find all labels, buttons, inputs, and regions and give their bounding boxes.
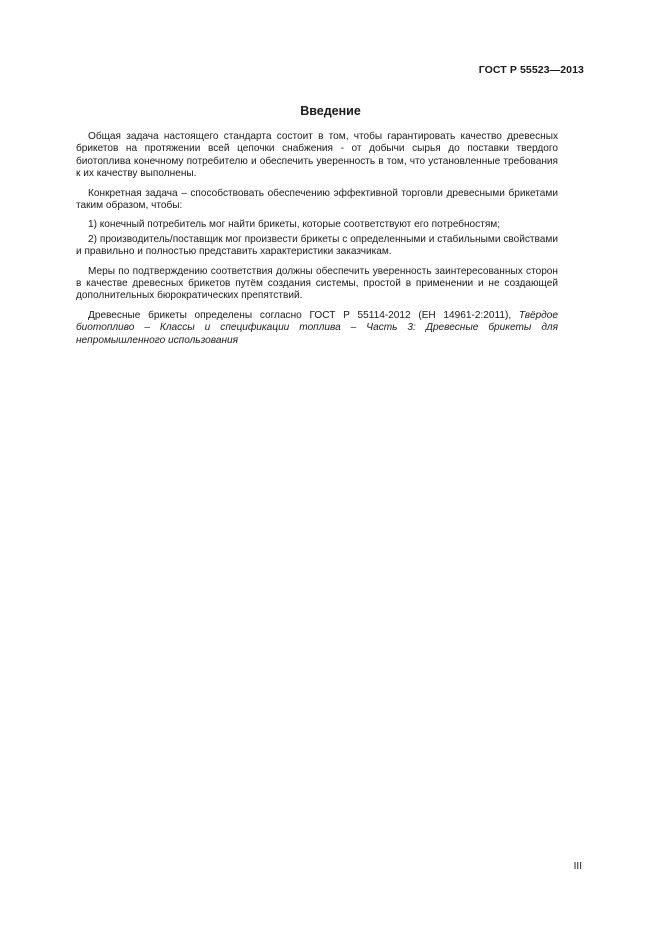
document-code: ГОСТ Р 55523—2013 — [478, 64, 584, 76]
paragraph-conformity: Меры по подтверждению соответствия должны обеспечить уверенность заинтересованных сторон в качестве древесных брикетов путём создания системы, простой в применении и не создающей дополнительных бюрократических препятствий. — [76, 265, 558, 302]
reference-plain-text: Древесные брикеты определены согласно ГОСТ Р 55114-2012 (ЕН 14961-2:2011), — [88, 309, 519, 321]
page-number: III — [573, 861, 582, 872]
paragraph-reference — [76, 310, 558, 347]
paragraph-specific-task: Конкретная задача – способствовать обеспечению эффективной торговли древесными брикетами таким образом, чтобы: — [76, 187, 558, 212]
list-item-producer: 2) производитель/поставщик мог произвести брикеты с определенными и стабильными свойствами и правильно и полностью представить характеристики заказчикам. — [76, 233, 558, 258]
section-body — [76, 131, 558, 354]
reference-standard-title: Твёрдое биотопливо – Классы и спецификации топлива – Часть 3: Древесные брикеты для непромышленного использования — [76, 309, 558, 346]
paragraph-goal: Общая задача настоящего стандарта состоит в том, чтобы гарантировать качество древесных брикетов на протяжении всей цепочки снабжения - от добычи сырья до поставки твердого биотоплива конечному потребителю и обеспечить уверенность в том, что установленные требования к их качеству выполнены. — [76, 131, 558, 180]
section-title: Введение — [300, 104, 361, 118]
list-item-consumer: 1) конечный потребитель мог найти брикеты, которые соответствуют его потребностям; — [88, 219, 501, 231]
